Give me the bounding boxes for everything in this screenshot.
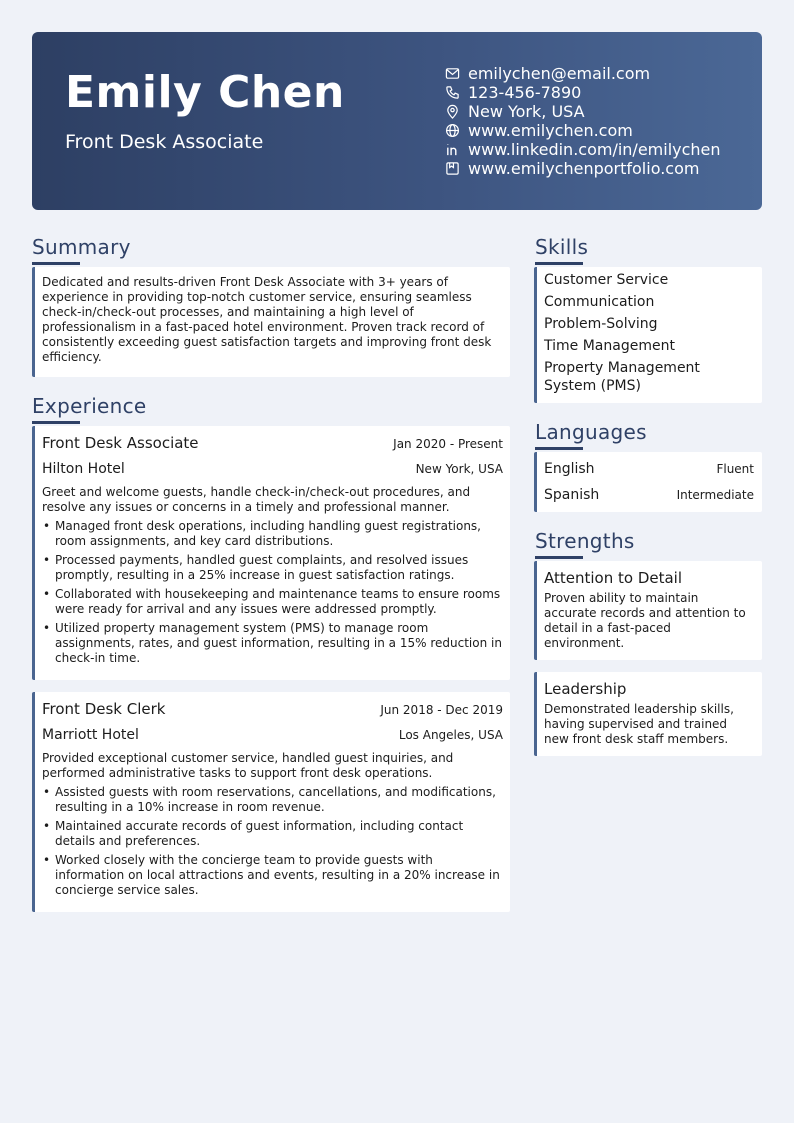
resume-header — [32, 32, 762, 210]
portfolio-icon — [444, 160, 461, 177]
strength-text: Proven ability to maintain accurate records and attention to detail in a fast-paced environment. — [544, 591, 746, 650]
skill-item: Time Management — [544, 338, 675, 354]
strength-title: Leadership — [544, 680, 627, 698]
mail-icon — [444, 65, 461, 82]
contact-website[interactable] — [444, 121, 721, 140]
summary-text: Dedicated and results-driven Front Desk Associate with 3+ years of experience in providing top-notch customer service, ensuring seamless check-in/check-out processes, and maintaining a high level of professionalism in a fast-paced hotel environment. Proven track record of consistently exceeding guest satisfaction targets and improving front desk efficiency. — [42, 275, 492, 364]
languages-card — [534, 452, 762, 512]
experience-heading-underline — [32, 421, 80, 424]
contact-linkedin-text: www.linkedin.com/in/emilychen — [468, 140, 721, 159]
job-description: Greet and welcome guests, handle check-in/check-out procedures, and resolve any issues or concerns in a timely and professional manner. — [42, 485, 471, 514]
languages-heading-text: Languages — [535, 420, 647, 444]
experience-job-2 — [32, 692, 510, 912]
skills-heading-text: Skills — [535, 235, 589, 259]
job-header — [42, 433, 503, 453]
contact-phone[interactable] — [444, 83, 721, 102]
candidate-name: Emily Chen — [65, 67, 345, 118]
strength-title: Attention to Detail — [544, 569, 683, 587]
strength-card — [534, 561, 762, 660]
job-bullets — [42, 519, 503, 666]
job-role: Front Desk Clerk — [42, 700, 166, 718]
job-company: Marriott Hotel — [42, 727, 139, 743]
job-location: Los Angeles, USA — [398, 728, 503, 742]
skills-heading-underline — [535, 262, 583, 265]
experience-heading — [32, 393, 147, 424]
language-row — [544, 456, 754, 482]
contact-portfolio-text: www.emilychenportfolio.com — [468, 159, 700, 178]
job-company: Hilton Hotel — [42, 461, 125, 477]
contact-website-text: www.emilychen.com — [468, 121, 633, 140]
list-item: • Utilized property management system (PMS) to manage room assignments, rates, and guest information, resulting in a 15% reduction in check-in time. — [42, 621, 503, 666]
strength-text: Demonstrated leadership skills, having supervised and trained new front desk staff members. — [544, 702, 734, 746]
list-item: • Assisted guests with room reservations, cancellations, and modifications, resulting in a 10% increase in room revenue. — [42, 785, 503, 815]
contact-location — [444, 102, 721, 121]
contact-email-text: emilychen@email.com — [468, 64, 651, 83]
summary-card — [32, 267, 510, 377]
language-name: Spanish — [544, 487, 600, 503]
skills-card — [534, 267, 762, 403]
languages-heading — [535, 419, 647, 450]
skill-item: Property Management System (PMS) — [544, 360, 700, 394]
list-item: • Processed payments, handled guest complaints, and resolved issues promptly, resulting in a 25% increase in guest satisfaction ratings. — [42, 553, 503, 583]
job-header — [42, 699, 503, 719]
globe-icon — [444, 122, 461, 139]
job-dates: Jan 2020 - Present — [393, 437, 503, 451]
skill-item: Communication — [544, 294, 655, 310]
experience-job-1 — [32, 426, 510, 680]
phone-icon — [444, 84, 461, 101]
languages-heading-underline — [535, 447, 583, 450]
language-level: Intermediate — [676, 488, 754, 502]
contact-list — [444, 64, 721, 178]
summary-heading-underline — [32, 262, 80, 265]
contact-email[interactable] — [444, 64, 721, 83]
job-role: Front Desk Associate — [42, 434, 199, 452]
linkedin-icon — [444, 141, 461, 158]
contact-phone-text: 123-456-7890 — [468, 83, 582, 102]
skill-item: Customer Service — [544, 272, 669, 288]
job-location: New York, USA — [415, 462, 503, 476]
skill-item: Problem-Solving — [544, 316, 658, 332]
location-pin-icon — [444, 103, 461, 120]
strengths-heading — [535, 528, 635, 559]
language-name: English — [544, 461, 595, 477]
list-item: • Collaborated with housekeeping and maintenance teams to ensure rooms were ready for arrival and any issues were addressed promptly. — [42, 587, 503, 617]
strengths-heading-underline — [535, 556, 583, 559]
job-description: Provided exceptional customer service, handled guest inquiries, and performed administrative tasks to support front desk operations. — [42, 751, 454, 780]
job-company-row — [42, 460, 503, 478]
contact-location-text: New York, USA — [468, 102, 585, 121]
skills-heading — [535, 234, 588, 265]
experience-heading-text: Experience — [32, 394, 147, 418]
summary-heading-text: Summary — [32, 235, 131, 259]
candidate-title: Front Desk Associate — [65, 131, 264, 153]
contact-linkedin[interactable] — [444, 140, 721, 159]
summary-heading — [32, 234, 131, 265]
job-dates: Jun 2018 - Dec 2019 — [380, 703, 503, 717]
strength-card — [534, 672, 762, 756]
strengths-heading-text: Strengths — [535, 529, 635, 553]
job-bullets — [42, 785, 503, 898]
language-row — [544, 482, 754, 508]
list-item: • Worked closely with the concierge team to provide guests with information on local attractions and events, resulting in a 20% increase in concierge service sales. — [42, 853, 503, 898]
job-company-row — [42, 726, 503, 744]
list-item: • Maintained accurate records of guest information, including contact details and preferences. — [42, 819, 503, 849]
language-level: Fluent — [716, 462, 754, 476]
contact-portfolio[interactable] — [444, 159, 721, 178]
list-item: • Managed front desk operations, including handling guest registrations, room assignments, and key card distributions. — [42, 519, 503, 549]
